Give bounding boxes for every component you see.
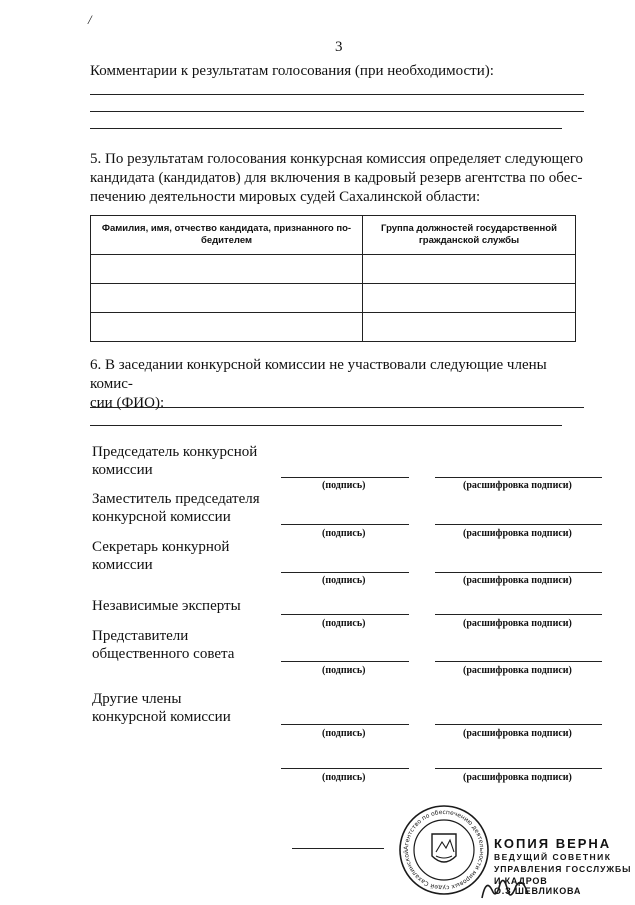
comment-line-2: [90, 111, 584, 112]
official-seal-icon: [398, 804, 490, 896]
section-5-text: [90, 150, 590, 207]
signatory-experts: Независимые эксперты: [92, 598, 241, 614]
signatory-chairman: Председатель конкурсной комиссии: [92, 444, 258, 478]
decoding-line: [435, 768, 602, 769]
certifier-signature-line: [292, 848, 384, 849]
table-header-row: [91, 216, 576, 255]
stamp-copy-true: КОПИЯ ВЕРНА: [494, 836, 612, 851]
decoding-caption: (расшифровка подписи): [463, 665, 572, 676]
signature-caption: (подпись): [322, 728, 366, 739]
section-5-line-2: кандидата (кандидатов) для включения в кадровый резерв агентства по обес-: [90, 170, 583, 186]
signatory-other-members: Другие члены конкурсной комиссии: [92, 691, 231, 725]
table-row: [91, 284, 576, 313]
decoding-caption: (расшифровка подписи): [463, 772, 572, 783]
handwritten-signature-icon: [478, 872, 538, 902]
section-6-line-1: 6. В заседании конкурсной комиссии не участвовали следующие члены комис-: [90, 357, 547, 392]
absent-line-1: [90, 407, 584, 408]
signature-line: [281, 724, 409, 725]
decoding-line: [435, 614, 602, 615]
decoding-caption: (расшифровка подписи): [463, 528, 572, 539]
stamp-position: ВЕДУЩИЙ СОВЕТНИК: [494, 852, 612, 862]
col-header-group: Группа должностей государственной гражданской службы: [363, 216, 576, 255]
decoding-line: [435, 572, 602, 573]
col-header-name: Фамилия, имя, отчество кандидата, признанного по-бедителем: [91, 216, 363, 255]
signature-caption: (подпись): [322, 528, 366, 539]
signature-line: [281, 768, 409, 769]
signatory-deputy: Заместитель председателя конкурсной комиссии: [92, 491, 260, 525]
signature-caption: (подпись): [322, 480, 366, 491]
stamp-department: УПРАВЛЕНИЯ ГОССЛУЖБЫ: [494, 864, 632, 874]
stamp-name: И КАДРОВ О.З.ШЕВЛИКОВА: [494, 876, 582, 896]
table-row: [91, 255, 576, 284]
section-6-text: [90, 356, 590, 413]
signatory-public-council: Представители общественного совета: [92, 628, 235, 662]
comment-line-3: [90, 128, 562, 129]
decoding-caption: (расшифровка подписи): [463, 575, 572, 586]
decoding-line: [435, 661, 602, 662]
decoding-line: [435, 524, 602, 525]
table-row: [91, 313, 576, 342]
page-number: 3: [335, 39, 343, 55]
signature-caption: (подпись): [322, 665, 366, 676]
signature-caption: (подпись): [322, 618, 366, 629]
comments-heading: Комментарии к результатам голосования (при необходимости):: [90, 63, 494, 79]
section-6-line-2: сии (ФИО):: [90, 395, 165, 411]
signature-caption: (подпись): [322, 772, 366, 783]
absent-line-2: [90, 425, 562, 426]
signatory-secretary: Секретарь конкурной комиссии: [92, 539, 230, 573]
signature-line: [281, 614, 409, 615]
decoding-caption: (расшифровка подписи): [463, 480, 572, 491]
decoding-caption: (расшифровка подписи): [463, 728, 572, 739]
signature-line: [281, 661, 409, 662]
signature-caption: (подпись): [322, 575, 366, 586]
section-5-line-3: печению деятельности мировых судей Сахалинской области:: [90, 189, 481, 205]
seal-text: Агентство по обеспечению деятельности мировых судей Сахалинской: [402, 808, 486, 892]
comment-line-1: [90, 94, 584, 95]
signature-line: [281, 572, 409, 573]
signature-line: [281, 524, 409, 525]
decoding-line: [435, 477, 602, 478]
candidates-table: [90, 215, 576, 342]
signature-line: [281, 477, 409, 478]
corner-mark: /: [88, 12, 92, 27]
decoding-caption: (расшифровка подписи): [463, 618, 572, 629]
decoding-line: [435, 724, 602, 725]
section-5-line-1: 5. По результатам голосования конкурсная комиссия определяет следующего: [90, 151, 584, 167]
